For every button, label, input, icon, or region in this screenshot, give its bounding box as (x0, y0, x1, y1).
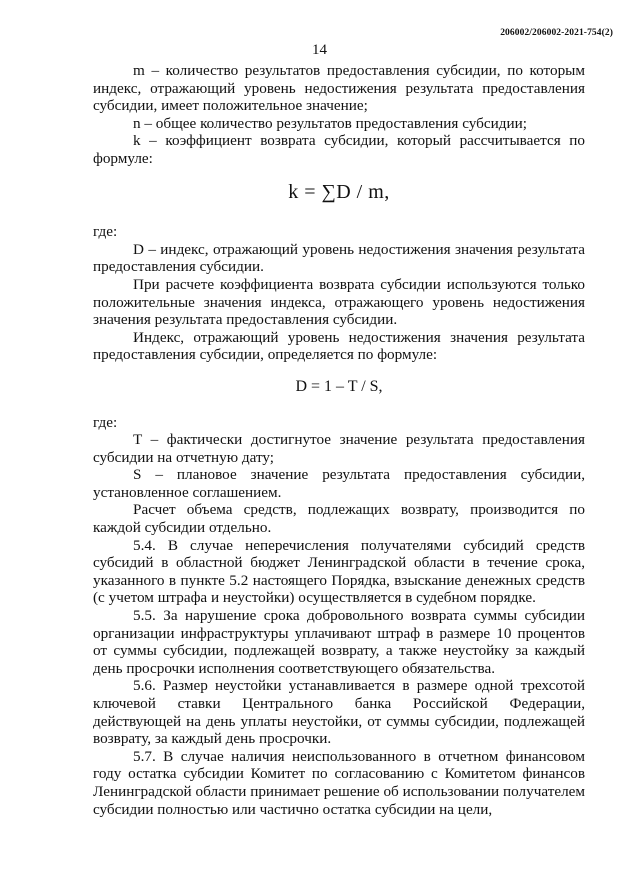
paragraph-index-formula-intro: Индекс, отражающий уровень недостижения значения результата предоставления субсидии, определяется по формуле: (93, 328, 585, 364)
where-label-1: где: (93, 223, 118, 241)
paragraph-5-6: 5.6. Размер неустойки устанавливается в размере одной трехсотой ключевой ставки Центрального банка Российской Федерации, действующей на день уплаты неустойки, от суммы субсидии, подлежащей возврату, за каждый день просрочки. (93, 677, 585, 748)
paragraph-d-definition: D – индекс, отражающий уровень недостижения значения результата предоставления субсидии. (93, 240, 585, 276)
paragraph-s-definition: S – плановое значение результата предоставления субсидии, установленное соглашением. (93, 466, 585, 501)
paragraph-t-definition: T – фактически достигнутое значение результата предоставления субсидии на отчетную дату; (93, 431, 585, 466)
paragraph-m-definition: m – количество результатов предоставления субсидии, по которым индекс, отражающий уровень недостижения результата предоставления субсидии, имеет положительное значение; (93, 62, 585, 115)
paragraph-5-5: 5.5. За нарушение срока добровольного возврата суммы субсидии организации инфраструктуры уплачивают штраф в размере 10 процентов от суммы субсидии, подлежащей возврату, а также неустойку за каждый день просрочки исполнения соответствующего обязательства. (93, 607, 585, 677)
paragraph-n-definition: n – общее количество результатов предоставления субсидии; (133, 114, 527, 132)
page-number: 14 (312, 42, 327, 58)
paragraph-positive-values: При расчете коэффициента возврата субсидии используются только положительные значения индекса, отражающего уровень недостижения значения результата предоставления субсидии. (93, 275, 585, 329)
document-body (93, 62, 585, 818)
document-code: 206002/206002-2021-754(2) (500, 28, 613, 38)
paragraph-k-definition: k – коэффициент возврата субсидии, который рассчитывается по формуле: (93, 132, 585, 167)
where-label-2: где: (93, 413, 118, 431)
paragraph-5-4: 5.4. В случае неперечисления получателями субсидий средств субсидий в областной бюджет Ленинградской области в течение срока, указанного в пункте 5.2 настоящего Порядка, взыскание денежных средств (с учетом штрафа и неустойки) осуществляется в судебном порядке. (93, 536, 585, 607)
paragraph-5-7: 5.7. В случае наличия неиспользованного в отчетном финансовом году остатка субсидии Комитет по согласованию с Комитетом финансов Ленинградской области принимает решение об использовании получателем субсидии полностью или частично остатка субсидии на цели, (93, 747, 585, 818)
formula-d: D = 1 – T / S, (295, 377, 383, 395)
paragraph-calculation: Расчет объема средств, подлежащих возврату, производится по каждой субсидии отдельно. (93, 501, 585, 537)
formula-k: k = ∑D / m, (288, 180, 390, 203)
